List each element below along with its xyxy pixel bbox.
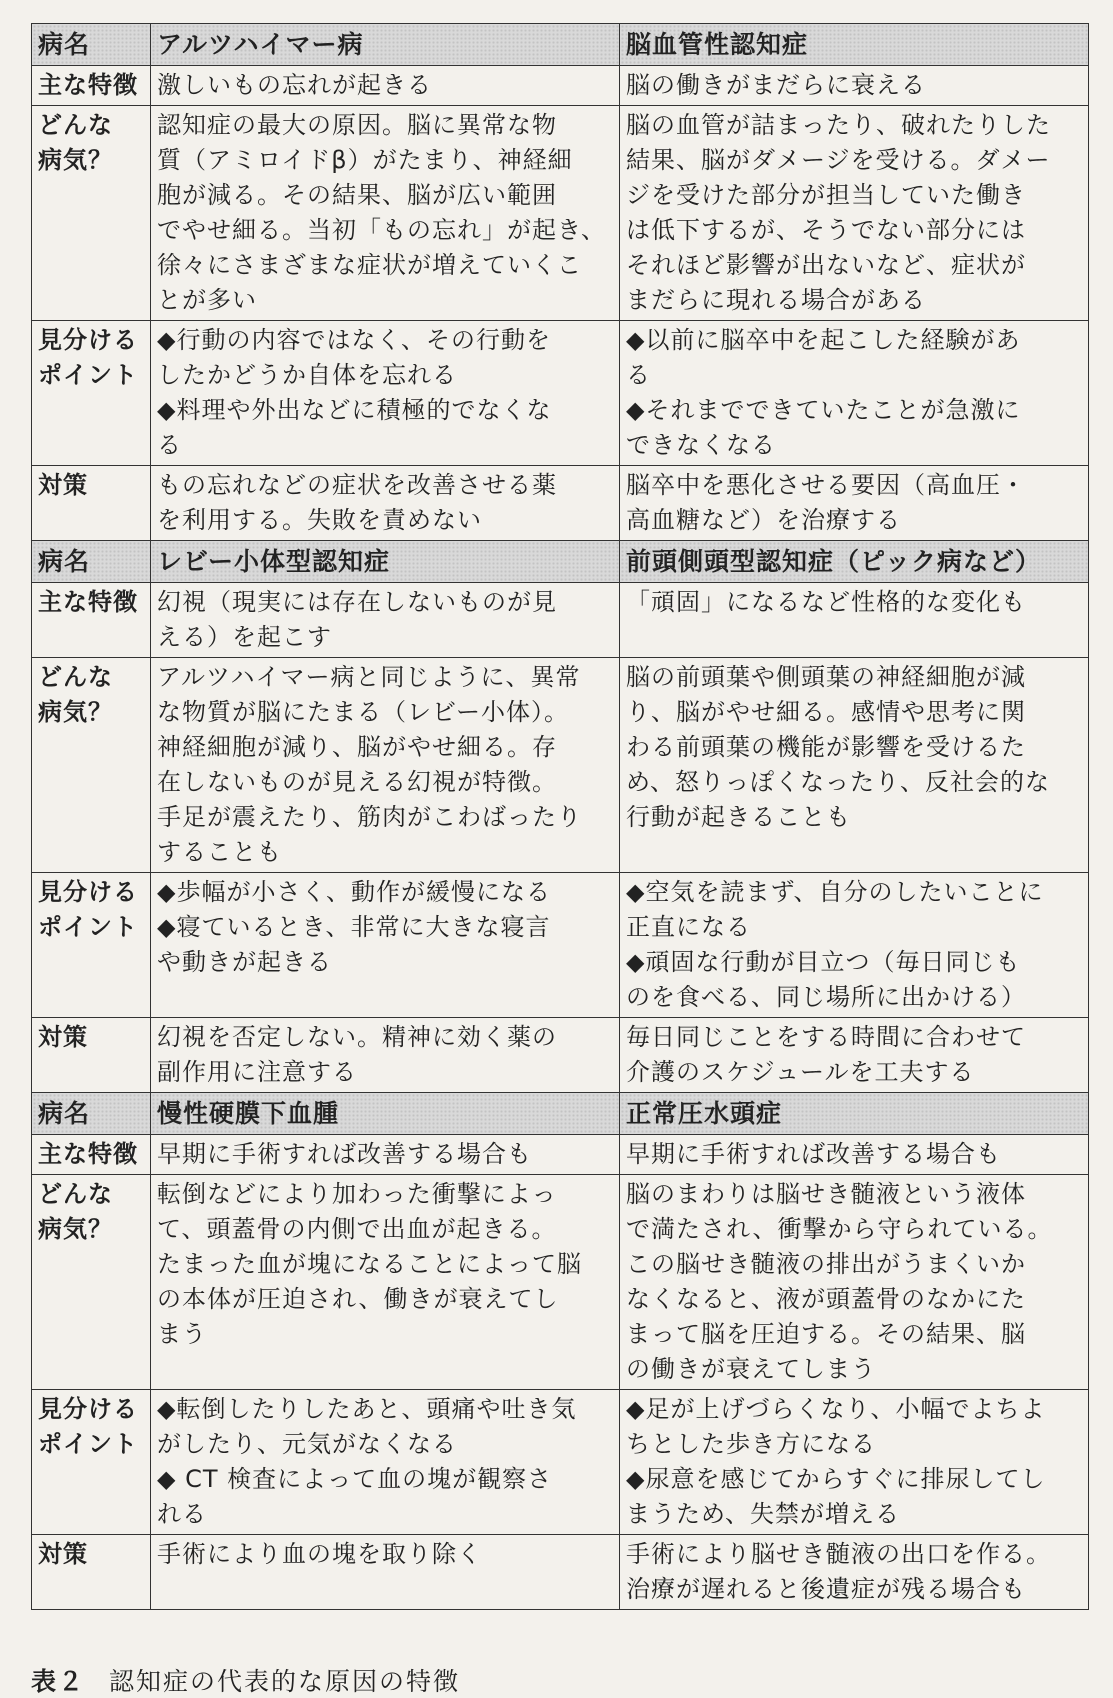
cell-line: この脳せき髄液の排出がうまくいか	[626, 1250, 1026, 1278]
row-label-text: どんな 病気？	[38, 111, 113, 174]
caption-number: 表２	[31, 1667, 86, 1696]
cell-line: ◆それまでできていたことが急激に	[626, 396, 1021, 424]
cell-line: ◆以前に脳卒中を起こした経験があ	[626, 326, 1021, 354]
cell-line: は低下するが、そうでない部分には	[626, 216, 1026, 244]
cell-line: を利用する。失敗を責めない	[157, 506, 482, 534]
cell-feature	[620, 583, 1089, 658]
cell-line: 副作用に注意する	[157, 1058, 357, 1086]
cell-measures	[620, 1018, 1089, 1093]
cell-feature	[620, 66, 1089, 106]
cell-line: できなくなる	[626, 431, 776, 459]
cell-line: することも	[157, 838, 282, 866]
cell-line: まって脳を圧迫する。その結果、脳	[626, 1320, 1026, 1348]
measures-row	[32, 466, 1089, 541]
cell-points	[151, 321, 620, 466]
dementia-causes-table	[31, 23, 1089, 1610]
cell-what	[151, 1175, 620, 1390]
points-row	[32, 873, 1089, 1018]
cell-line: ◆料理や外出などに積極的でなくな	[157, 396, 552, 424]
cell-feature	[151, 1135, 620, 1175]
measures-row	[32, 1018, 1089, 1093]
cell-line: や動きが起きる	[157, 948, 332, 976]
row-label-text: 対策	[38, 1023, 88, 1051]
header-label: 病名	[32, 24, 151, 66]
cell-line: 手術により血の塊を取り除く	[157, 1540, 482, 1568]
disease-name: 前頭側頭型認知症（ピック病など）	[620, 541, 1089, 583]
row-label	[32, 1135, 151, 1175]
row-label-text: どんな 病気？	[38, 663, 113, 726]
cell-line: 高血糖など）を治療する	[626, 506, 901, 534]
feature-row	[32, 66, 1089, 106]
cell-line: ◆寝ているとき、非常に大きな寝言	[157, 913, 551, 941]
cell-line: とが多い	[157, 286, 257, 314]
disease-header-row	[32, 541, 1089, 583]
cell-line: 手足が震えたり、筋肉がこわばったり	[157, 803, 582, 831]
cell-what	[620, 658, 1089, 873]
cell-line: 幻視（現実には存在しないものが見	[157, 588, 557, 616]
cell-line: で満たされ、衝撃から守られている。	[626, 1215, 1053, 1243]
disease-name: レビー小体型認知症	[151, 541, 620, 583]
row-label-text: 見分ける ポイント	[38, 326, 138, 389]
cell-line: がしたり、元気がなくなる	[157, 1430, 457, 1458]
row-label	[32, 106, 151, 321]
cell-what	[151, 658, 620, 873]
description-row	[32, 106, 1089, 321]
row-label	[32, 1390, 151, 1535]
disease-name: アルツハイマー病	[151, 24, 620, 66]
row-label-text: 主な特徴	[38, 1140, 138, 1168]
cell-points	[151, 873, 620, 1018]
cell-line: ◆行動の内容ではなく、その行動を	[157, 326, 551, 354]
disease-name: 正常圧水頭症	[620, 1093, 1089, 1135]
description-row	[32, 658, 1089, 873]
cell-line: 認知症の最大の原因。脳に異常な物	[157, 111, 557, 139]
cell-line: ◆足が上げづらくなり、小幅でよちよ	[626, 1395, 1046, 1423]
cell-line: なくなると、液が頭蓋骨のなかにた	[626, 1285, 1026, 1313]
caption-text: 認知症の代表的な原因の特徴	[109, 1667, 461, 1696]
cell-line: ◆ CT 検査によって血の塊が観察さ	[157, 1465, 553, 1493]
cell-line: 在しないものが見える幻視が特徴。	[157, 768, 557, 796]
cell-line: ◆転倒したりしたあと、頭痛や吐き気	[157, 1395, 577, 1423]
points-row	[32, 1390, 1089, 1535]
cell-line: ◆頑固な行動が目立つ（毎日同じも	[626, 948, 1021, 976]
cell-feature	[151, 66, 620, 106]
cell-line: る	[157, 431, 182, 459]
cell-line: 早期に手術すれば改善する場合も	[626, 1140, 1001, 1168]
disease-header-row	[32, 24, 1089, 66]
row-label-text: 主な特徴	[38, 588, 138, 616]
row-label	[32, 1175, 151, 1390]
row-label	[32, 1018, 151, 1093]
cell-line: れる	[157, 1500, 207, 1528]
cell-line: の本体が圧迫され、働きが衰えてし	[157, 1285, 559, 1313]
cell-feature	[151, 583, 620, 658]
cell-what	[620, 106, 1089, 321]
cell-line: め、怒りっぽくなったり、反社会的な	[626, 768, 1051, 796]
row-label	[32, 658, 151, 873]
cell-measures	[151, 1018, 620, 1093]
cell-line: 脳の血管が詰まったり、破れたりした	[626, 111, 1051, 139]
cell-line: 質（アミロイドβ）がたまり、神経細	[157, 146, 573, 174]
cell-line: もの忘れなどの症状を改善させる薬	[157, 471, 557, 499]
cell-line: アルツハイマー病と同じように、異常	[157, 663, 581, 691]
cell-what	[620, 1175, 1089, 1390]
cell-line: 胞が減る。その結果、脳が広い範囲	[157, 181, 557, 209]
row-label-text: 見分ける ポイント	[38, 878, 138, 941]
row-label	[32, 321, 151, 466]
cell-line: 結果、脳がダメージを受ける。ダメー	[626, 146, 1051, 174]
disease-name: 脳血管性認知症	[620, 24, 1089, 66]
cell-line: のを食べる、同じ場所に出かける）	[626, 983, 1026, 1011]
cell-line: 神経細胞が減り、脳がやせ細る。存	[157, 733, 557, 761]
cell-line: える）を起こす	[157, 623, 332, 651]
cell-line: 「頑固」になるなど性格的な変化も	[626, 588, 1026, 616]
cell-line: ジを受けた部分が担当していた働き	[626, 181, 1026, 209]
row-label	[32, 1535, 151, 1610]
cell-line: 脳の前頭葉や側頭葉の神経細胞が減	[626, 663, 1026, 691]
description-row	[32, 1175, 1089, 1390]
cell-line: 介護のスケジュールを工夫する	[626, 1058, 975, 1086]
cell-line: ◆空気を読まず、自分のしたいことに	[626, 878, 1044, 906]
table-caption	[31, 1662, 460, 1698]
cell-measures	[620, 1535, 1089, 1610]
cell-line: 脳のまわりは脳せき髄液という液体	[626, 1180, 1026, 1208]
cell-line: たまった血が塊になることによって脳	[157, 1250, 582, 1278]
cell-line: 徐々にさまざまな症状が増えていくこ	[157, 251, 582, 279]
cell-measures	[620, 466, 1089, 541]
points-row	[32, 321, 1089, 466]
cell-line: て、頭蓋骨の内側で出血が起きる。	[157, 1215, 557, 1243]
measures-row	[32, 1535, 1089, 1610]
row-label-text: 対策	[38, 1540, 88, 1568]
feature-row	[32, 583, 1089, 658]
header-label: 病名	[32, 1093, 151, 1135]
cell-line: 転倒などにより加わった衝撃によっ	[157, 1180, 557, 1208]
cell-measures	[151, 1535, 620, 1610]
disease-name: 慢性硬膜下血腫	[151, 1093, 620, 1135]
cell-line: の働きが衰えてしまう	[626, 1355, 876, 1383]
cell-points	[151, 1390, 620, 1535]
row-label-text: 見分ける ポイント	[38, 1395, 138, 1458]
cell-line: 行動が起きることも	[626, 803, 851, 831]
cell-line: 脳の働きがまだらに衰える	[626, 71, 926, 99]
feature-row	[32, 1135, 1089, 1175]
table-body	[32, 24, 1089, 1610]
row-label-text: 対策	[38, 471, 88, 499]
row-label-text: どんな 病気？	[38, 1180, 113, 1243]
cell-measures	[151, 466, 620, 541]
cell-line: ◆尿意を感じてからすぐに排尿してし	[626, 1465, 1046, 1493]
row-label	[32, 583, 151, 658]
row-label-text: 主な特徴	[38, 71, 138, 99]
cell-line: 正直になる	[626, 913, 751, 941]
cell-line: それほど影響が出ないなど、症状が	[626, 251, 1026, 279]
cell-points	[620, 1390, 1089, 1535]
cell-line: 激しいもの忘れが起きる	[157, 71, 432, 99]
cell-line: ◆歩幅が小さく、動作が緩慢になる	[157, 878, 551, 906]
header-label: 病名	[32, 541, 151, 583]
cell-feature	[620, 1135, 1089, 1175]
cell-line: まう	[157, 1320, 207, 1348]
cell-line: まだらに現れる場合がある	[626, 286, 926, 314]
row-label	[32, 466, 151, 541]
cell-line: でやせ細る。当初「もの忘れ」が起き、	[157, 216, 607, 244]
cell-what	[151, 106, 620, 321]
cell-line: る	[626, 361, 651, 389]
cell-line: 治療が遅れると後遺症が残る場合も	[626, 1575, 1026, 1603]
cell-line: 手術により脳せき髄液の出口を作る。	[626, 1540, 1051, 1568]
cell-line: り、脳がやせ細る。感情や思考に関	[626, 698, 1026, 726]
cell-line: したかどうか自体を忘れる	[157, 361, 457, 389]
cell-points	[620, 873, 1089, 1018]
cell-line: 幻視を否定しない。精神に効く薬の	[157, 1023, 557, 1051]
cell-line: ちとした歩き方になる	[626, 1430, 876, 1458]
cell-line: わる前頭葉の機能が影響を受けるた	[626, 733, 1026, 761]
row-label	[32, 873, 151, 1018]
cell-line: 脳卒中を悪化させる要因（高血圧・	[626, 471, 1026, 499]
cell-line: な物質が脳にたまる（レビー小体）。	[157, 698, 570, 726]
row-label	[32, 66, 151, 106]
cell-line: 早期に手術すれば改善する場合も	[157, 1140, 532, 1168]
cell-points	[620, 321, 1089, 466]
disease-header-row	[32, 1093, 1089, 1135]
cell-line: 毎日同じことをする時間に合わせて	[626, 1023, 1026, 1051]
cell-line: まうため、失禁が増える	[626, 1500, 901, 1528]
